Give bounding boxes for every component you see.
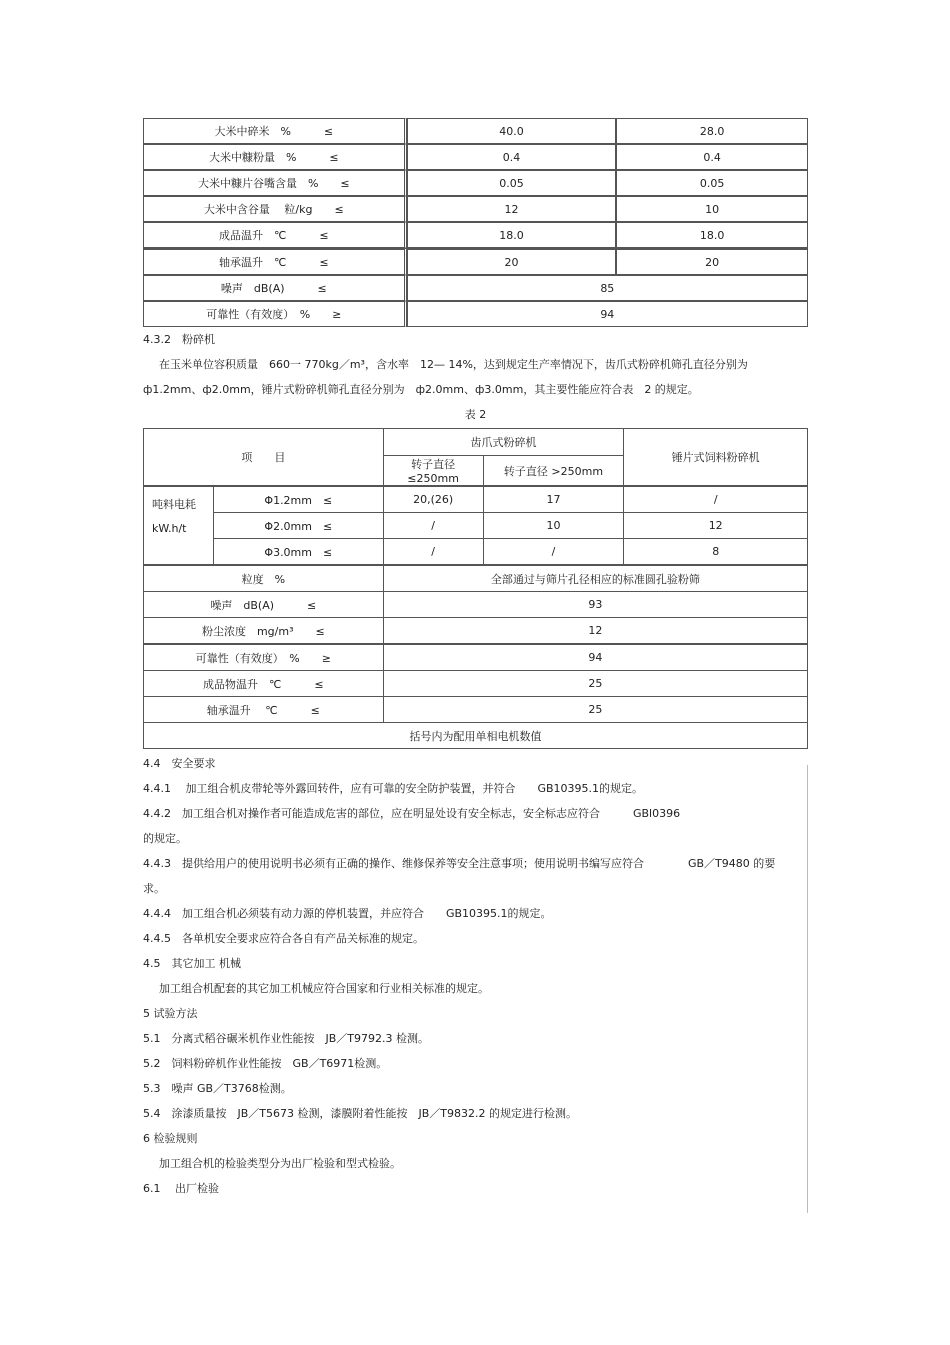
table-cell: 大米中含谷量 粒/kg ≤ bbox=[143, 196, 407, 222]
table-cell: 25 bbox=[383, 671, 807, 697]
table-cell: 成品温升 ℃ ≤ bbox=[143, 222, 407, 248]
table-cell: 8 bbox=[624, 539, 808, 566]
table-row bbox=[144, 723, 808, 749]
table-row bbox=[143, 118, 808, 144]
paragraph: 5.3 噪声 GB／T3768检测。 bbox=[143, 1082, 292, 1095]
table-header-row bbox=[144, 429, 808, 456]
rice-mill-performance-table bbox=[143, 118, 808, 327]
table-cell: 20 bbox=[407, 248, 617, 275]
table-cell: 0.05 bbox=[407, 170, 617, 196]
paragraph: 5.2 饲料粉碎机作业性能按 GB／T6971检测。 bbox=[143, 1057, 388, 1070]
header-hammer-crusher: 锤片式饲料粉碎机 bbox=[624, 429, 808, 487]
table-row bbox=[144, 671, 808, 697]
table-cell: 10 bbox=[483, 513, 624, 539]
table-row bbox=[144, 644, 808, 671]
table-row bbox=[143, 248, 808, 275]
table-cell: 18.0 bbox=[407, 222, 617, 248]
table-cell: Φ3.0mm ≤ bbox=[213, 539, 383, 566]
table-cell: 0.4 bbox=[407, 144, 617, 170]
table-cell: 40.0 bbox=[407, 118, 617, 144]
table-caption: 表 2 bbox=[464, 408, 487, 421]
table-row bbox=[144, 513, 808, 539]
table-cell: 可靠性（有效度） % ≥ bbox=[143, 301, 407, 327]
table-cell: / bbox=[383, 539, 483, 566]
paragraph: 加工组合机的检验类型分为出厂检验和型式检验。 bbox=[159, 1157, 401, 1170]
table-cell: 0.05 bbox=[616, 170, 808, 196]
section-heading: 4.3.2 粉碎机 bbox=[143, 333, 215, 346]
paragraph: 6.1 出厂检验 bbox=[143, 1182, 219, 1195]
header-rotor-small: 转子直径 ≤250mm bbox=[383, 456, 483, 487]
table-row bbox=[143, 144, 808, 170]
table-cell: Φ1.2mm ≤ bbox=[213, 486, 383, 513]
paragraph: 4.4.3 提供给用户的使用说明书必须有正确的操作、维修保养等安全注意事项；使用说明书编写应符合 GB／T9480 的要 bbox=[143, 857, 776, 870]
table-cell: 94 bbox=[407, 301, 808, 327]
paragraph: 6 检验规则 bbox=[143, 1132, 198, 1145]
table-row bbox=[144, 539, 808, 566]
table-row bbox=[144, 592, 808, 618]
table-cell: 0.4 bbox=[616, 144, 808, 170]
crusher-performance-table bbox=[143, 428, 808, 749]
header-rotor-large: 转子直径 >250mm bbox=[483, 456, 624, 487]
paragraph: 的规定。 bbox=[143, 832, 187, 845]
margin-rule bbox=[807, 765, 808, 1213]
table-row bbox=[143, 196, 808, 222]
table-cell: 粉尘浓度 mg/m³ ≤ bbox=[144, 618, 384, 645]
paragraph: 加工组合机配套的其它加工机械应符合国家和行业相关标准的规定。 bbox=[159, 982, 489, 995]
paragraph: 5.1 分离式稻谷碾米机作业性能按 JB／T9792.3 检测。 bbox=[143, 1032, 429, 1045]
table-cell: / bbox=[483, 539, 624, 566]
paragraph: 在玉米单位容积质量 660一 770kg／m³，含水率 12— 14%，达到规定生产率情况下，齿爪式粉碎机筛孔直径分别为 bbox=[159, 358, 748, 371]
paragraph: 4.4.1 加工组合机皮带轮等外露回转件，应有可靠的安全防护装置，并符合 GB10395.1的规定。 bbox=[143, 782, 644, 795]
paragraph: 4.4.5 各单机安全要求应符合各自有产品关标准的规定。 bbox=[143, 932, 424, 945]
table-row bbox=[144, 565, 808, 592]
table-row bbox=[143, 301, 808, 327]
table-cell: 大米中糠粉量 % ≤ bbox=[143, 144, 407, 170]
energy-unit: kW.h/t bbox=[152, 522, 187, 535]
table-cell: 10 bbox=[616, 196, 808, 222]
table-cell: 粒度 % bbox=[144, 565, 384, 592]
table-row bbox=[143, 170, 808, 196]
table-cell: 大米中糠片谷嘴含量 % ≤ bbox=[143, 170, 407, 196]
table-cell: Φ2.0mm ≤ bbox=[213, 513, 383, 539]
table-row bbox=[144, 486, 808, 513]
header-item: 项 目 bbox=[144, 429, 384, 487]
table-cell: 全部通过与筛片孔径相应的标准圆孔验粉筛 bbox=[383, 565, 807, 592]
table-row bbox=[143, 222, 808, 248]
table-footnote: 括号内为配用单相电机数值 bbox=[144, 723, 808, 749]
table-cell: 噪声 dB(A) ≤ bbox=[144, 592, 384, 618]
table-cell: 大米中碎米 % ≤ bbox=[143, 118, 407, 144]
paragraph: 5.4 涂漆质量按 JB／T5673 检测，漆膜附着性能按 JB／T9832.2 的规定进行检测。 bbox=[143, 1107, 577, 1120]
table-cell: 18.0 bbox=[616, 222, 808, 248]
table-row bbox=[144, 618, 808, 645]
document-page bbox=[143, 118, 808, 1201]
table-row bbox=[144, 697, 808, 723]
table-cell: 85 bbox=[407, 275, 808, 301]
paragraph: 4.5 其它加工 机械 bbox=[143, 957, 241, 970]
table-cell: 可靠性（有效度） % ≥ bbox=[144, 644, 384, 671]
table-cell: 28.0 bbox=[616, 118, 808, 144]
table-cell: 12 bbox=[407, 196, 617, 222]
table-cell: 25 bbox=[383, 697, 807, 723]
energy-label-cell bbox=[144, 486, 214, 565]
table-cell: 成品物温升 ℃ ≤ bbox=[144, 671, 384, 697]
paragraph: 4.4.2 加工组合机对操作者可能造成危害的部位，应在明显处设有安全标志，安全标志应符合 GBl0396 bbox=[143, 807, 681, 820]
table-cell: 轴承温升 ℃ ≤ bbox=[144, 697, 384, 723]
paragraph: 4.4 安全要求 bbox=[143, 757, 216, 770]
paragraph: ф1.2mm、ф2.0mm，锤片式粉碎机筛孔直径分别为 ф2.0mm、ф3.0mm，其主要性能应符合表 2 的规定。 bbox=[143, 383, 699, 396]
energy-label: 吨料电耗 bbox=[152, 498, 196, 511]
table-cell: / bbox=[383, 513, 483, 539]
table-row bbox=[143, 275, 808, 301]
table-cell: 93 bbox=[383, 592, 807, 618]
body-text bbox=[143, 751, 808, 1201]
header-claw-crusher: 齿爪式粉碎机 bbox=[383, 429, 624, 456]
table-cell: 20,(26) bbox=[383, 486, 483, 513]
table-cell: / bbox=[624, 486, 808, 513]
table-cell: 噪声 dB(A) ≤ bbox=[143, 275, 407, 301]
table-cell: 17 bbox=[483, 486, 624, 513]
paragraph: 4.4.4 加工组合机必须装有动力源的停机装置，并应符合 GB10395.1的规定。 bbox=[143, 907, 552, 920]
table-cell: 94 bbox=[383, 644, 807, 671]
paragraph: 5 试验方法 bbox=[143, 1007, 198, 1020]
table-cell: 12 bbox=[624, 513, 808, 539]
table-cell: 轴承温升 ℃ ≤ bbox=[143, 248, 407, 275]
table-cell: 20 bbox=[616, 248, 808, 275]
paragraph: 求。 bbox=[143, 882, 165, 895]
table-cell: 12 bbox=[383, 618, 807, 645]
